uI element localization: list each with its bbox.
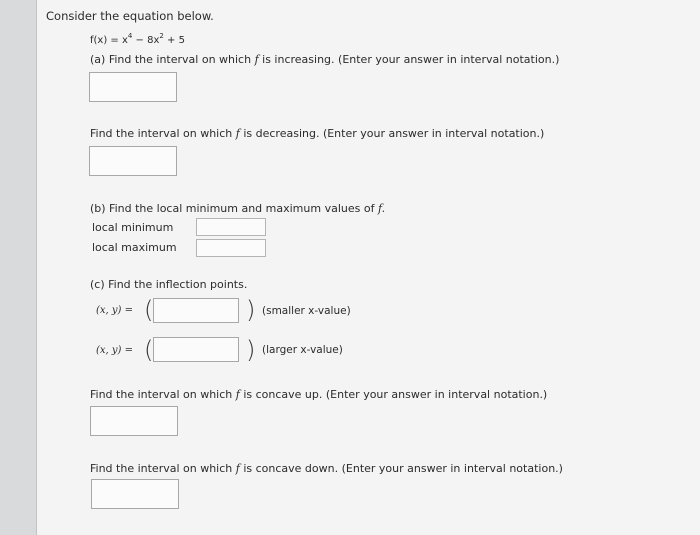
prompt-prefix: (a) Find the interval on which <box>90 53 255 66</box>
larger-x-note: (larger x-value) <box>262 344 343 356</box>
f-symbol: f <box>235 127 240 140</box>
prompt-prefix: Find the interval on which <box>90 462 236 475</box>
xy-label-larger: (x, y) = <box>96 345 134 356</box>
prompt-suffix: is concave down. (Enter your answer in interval notation.) <box>239 462 563 475</box>
close-paren-icon: ) <box>246 296 256 324</box>
part-a-increasing-prompt <box>90 53 559 66</box>
local-maximum-label: local maximum <box>92 241 177 254</box>
prompt-prefix: Find the interval on which <box>90 127 236 140</box>
prompt-prefix: Find the interval on which <box>90 388 236 401</box>
local-maximum-input[interactable] <box>196 239 266 257</box>
inflection-point-smaller-input[interactable] <box>153 298 239 323</box>
equation-lhs: f(x) = x <box>90 35 128 46</box>
concave-up-interval-input[interactable] <box>90 406 178 436</box>
equation-tail: + 5 <box>163 35 185 46</box>
xy-label-smaller: (x, y) = <box>96 305 134 316</box>
part-c-title: (c) Find the inflection points. <box>90 278 248 291</box>
open-paren-icon: ( <box>144 336 154 364</box>
open-paren-icon: ( <box>144 296 154 324</box>
prompt-prefix: (b) Find the local minimum and maximum values of <box>90 202 378 215</box>
smaller-x-note: (smaller x-value) <box>262 305 351 317</box>
f-symbol: f <box>254 53 259 66</box>
equation-mid: − 8x <box>132 35 160 46</box>
f-symbol: f <box>235 462 240 475</box>
intro-text: Consider the equation below. <box>46 9 214 23</box>
prompt-suffix: is decreasing. (Enter your answer in interval notation.) <box>239 127 545 140</box>
local-minimum-label: local minimum <box>92 221 174 234</box>
equation <box>90 32 185 46</box>
close-paren-icon: ) <box>246 336 256 364</box>
f-symbol: f. <box>377 202 386 215</box>
equation-exp2: 2 <box>159 32 164 40</box>
increasing-interval-input[interactable] <box>89 72 177 102</box>
inflection-point-larger-input[interactable] <box>153 337 239 362</box>
f-symbol: f <box>235 388 240 401</box>
concave-down-interval-input[interactable] <box>91 479 179 509</box>
concave-up-prompt <box>90 388 547 401</box>
part-a-decreasing-prompt <box>90 127 544 140</box>
local-minimum-input[interactable] <box>196 218 266 236</box>
equation-exp1: 4 <box>127 32 133 40</box>
part-b-prompt <box>90 202 385 215</box>
concave-down-prompt <box>90 462 563 475</box>
decreasing-interval-input[interactable] <box>89 146 177 176</box>
prompt-suffix: is concave up. (Enter your answer in interval notation.) <box>239 388 548 401</box>
prompt-suffix: is increasing. (Enter your answer in interval notation.) <box>258 53 560 66</box>
